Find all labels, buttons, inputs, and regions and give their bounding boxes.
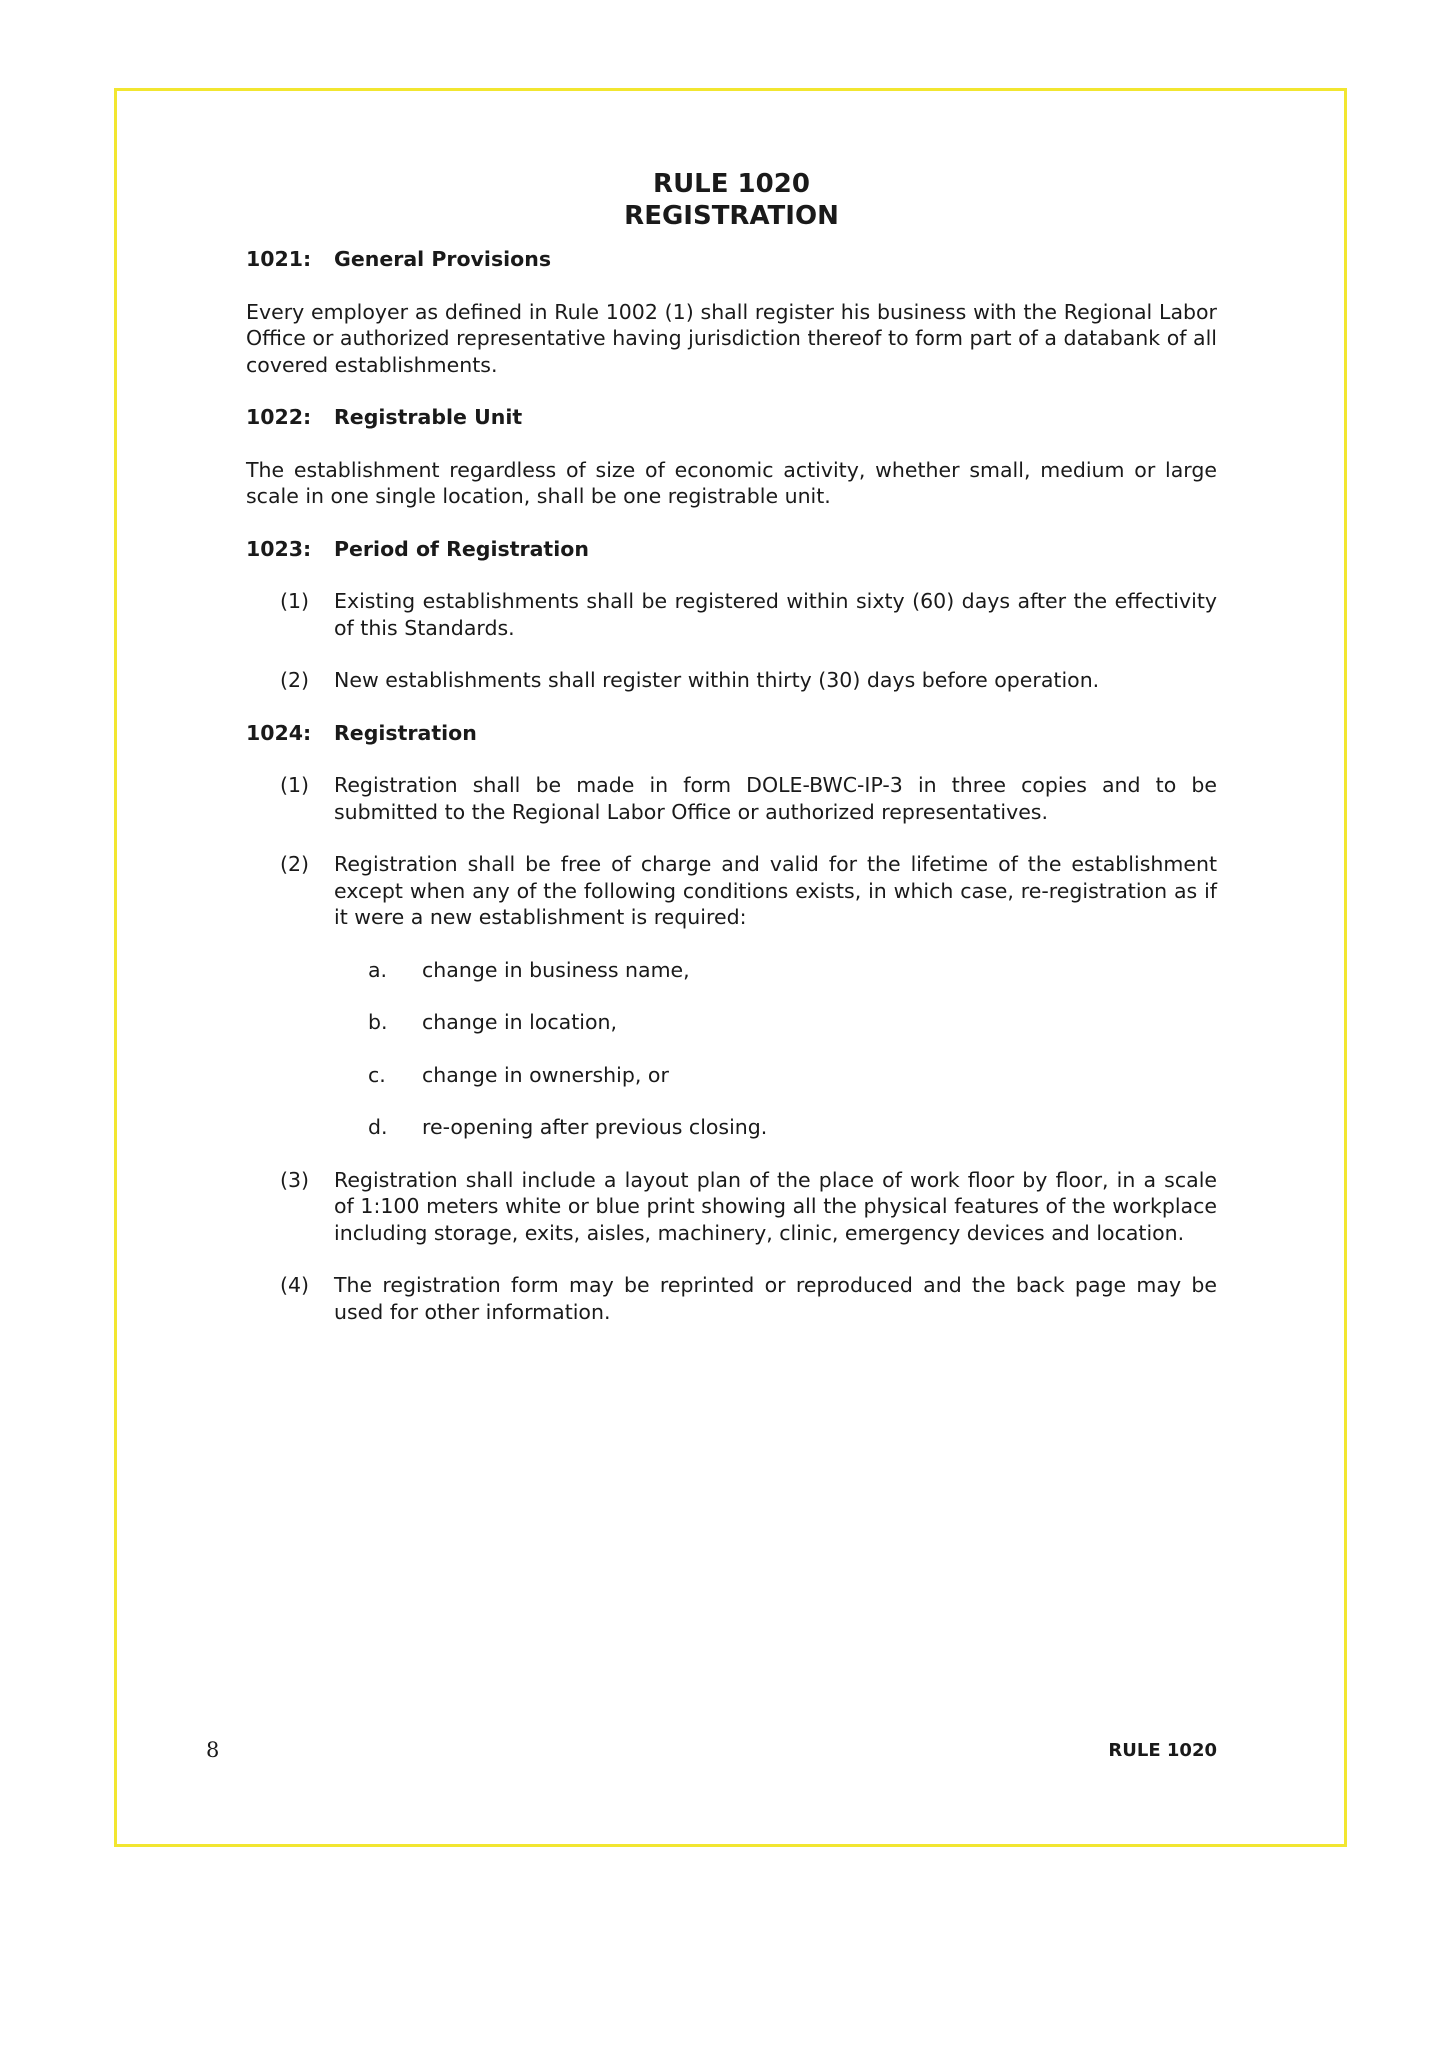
- section-number: 1024:: [246, 720, 312, 745]
- section-paragraph-1022: The establishment regardless of size of economic activity, whether small, medium or large scale in one single location, shall be one registrable unit.: [246, 457, 1217, 508]
- item-text: Existing establishments shall be registered within sixty (60) days after the effectivity of this Standards.: [334, 589, 1217, 640]
- sub-item-text: change in ownership, or: [422, 1062, 669, 1087]
- sub-item-letter: d.: [368, 1115, 388, 1139]
- item-text: The registration form may be reprinted or reproduced and the back page may be used for other information.: [334, 1273, 1217, 1324]
- title-rule-number: RULE 1020: [653, 169, 810, 199]
- sub-item-text: change in business name,: [422, 957, 690, 982]
- list-item: [246, 1272, 1217, 1325]
- list-item: [246, 667, 1217, 694]
- item-text: New establishments shall register within thirty (30) days before operation.: [334, 668, 1100, 692]
- section-heading-1023: [246, 536, 1217, 563]
- footer-rule-label: RULE 1020: [1108, 1740, 1217, 1761]
- sub-list-item: [246, 1114, 1217, 1141]
- item-number: (3): [279, 1167, 309, 1192]
- item-text: Registration shall be made in form DOLE-BWC-IP-3 in three copies and to be submitted to the Regional Labor Office or authorized representatives.: [334, 773, 1217, 824]
- section-number: 1021:: [246, 247, 312, 271]
- title-rule-name: REGISTRATION: [624, 201, 839, 231]
- list-item: [246, 588, 1217, 641]
- sub-item-text: change in location,: [422, 1010, 618, 1034]
- document-content: [246, 168, 1217, 1351]
- list-item: [246, 772, 1217, 825]
- section-title: General Provisions: [334, 247, 552, 271]
- section-number: 1023:: [246, 536, 312, 561]
- sub-item-text: re-opening after previous closing.: [422, 1115, 768, 1139]
- section-heading-1021: [246, 246, 1217, 273]
- item-number: (4): [279, 1273, 309, 1297]
- item-text: Registration shall include a layout plan of the place of work floor by floor, in a scale of 1:100 meters white or blue print showing all the physical features of the workplace including storage, exits, aisles, machinery, clinic, emergency devices and location.: [334, 1167, 1217, 1245]
- item-text: Registration shall be free of charge and valid for the lifetime of the establishment except when any of the following conditions exists, in which case, re-registration as if it were a new establishment is required:: [334, 852, 1217, 929]
- sub-list-item: [246, 1062, 1217, 1089]
- section-title: Period of Registration: [334, 536, 589, 561]
- section-title: Registration: [334, 720, 477, 745]
- list-item: [246, 851, 1217, 931]
- sub-item-letter: a.: [368, 957, 388, 982]
- sub-list-item: [246, 957, 1217, 984]
- sub-item-letter: c.: [368, 1062, 386, 1087]
- section-paragraph-1021: Every employer as defined in Rule 1002 (1) shall register his business with the Regional Labor Office or authorized representative having jurisdiction thereof to form part of a databank of all covered establishments.: [246, 299, 1217, 377]
- section-heading-1022: [246, 404, 1217, 431]
- sub-list-item: [246, 1009, 1217, 1036]
- item-number: (1): [279, 773, 309, 797]
- page-number: 8: [206, 1738, 220, 1762]
- sub-item-letter: b.: [368, 1010, 388, 1034]
- item-number: (1): [279, 589, 309, 613]
- section-number: 1022:: [246, 405, 312, 429]
- page-title: [246, 168, 1217, 232]
- section-heading-1024: [246, 720, 1217, 747]
- item-number: (2): [279, 668, 309, 692]
- item-number: (2): [279, 852, 309, 876]
- list-item: [246, 1167, 1217, 1247]
- section-title: Registrable Unit: [334, 405, 523, 429]
